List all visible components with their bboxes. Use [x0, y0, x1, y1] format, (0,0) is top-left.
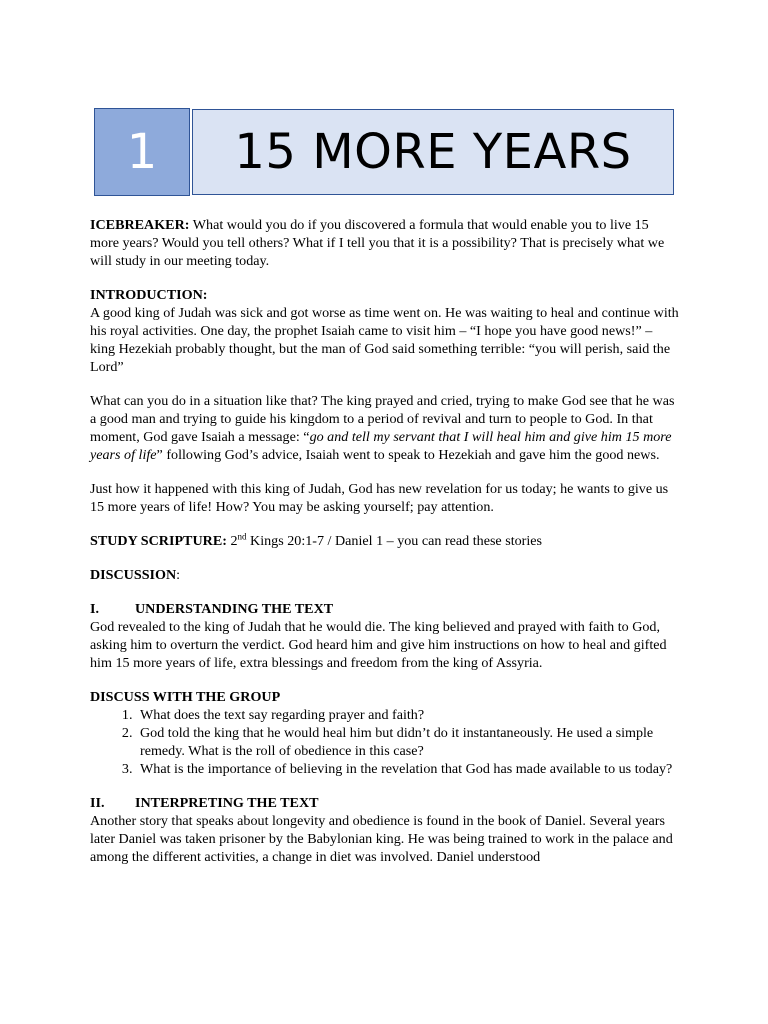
icebreaker-label: ICEBREAKER:	[90, 217, 190, 233]
group-question-list	[90, 706, 680, 778]
group-question: 3. What is the importance of believing in the revelation that God has made available to us today?	[136, 760, 680, 778]
study-scripture-ordinal: nd	[237, 531, 247, 542]
section-1-numeral: I.	[90, 601, 100, 617]
icebreaker-text: What would you do if you discovered a formula that would enable you to live 15 more years? Would you tell others? What if I tell you that it is a possibility? That is precisely what we will study in our meeting today.	[90, 217, 665, 269]
icebreaker-paragraph	[90, 216, 680, 270]
chapter-number-box	[94, 108, 190, 196]
study-scripture-number: 2	[226, 533, 238, 549]
intro-p2-text-after: ” following God’s advice, Isaiah went to speak to Hezekiah and gave him the good news.	[156, 447, 660, 463]
section-2-heading	[90, 794, 680, 812]
section-1-title: UNDERSTANDING THE TEXT	[135, 601, 334, 617]
section-2-title: INTERPRETING THE TEXT	[135, 795, 319, 811]
intro-p2-quote: go and tell my servant that I will heal him and give him 15 more years of life	[90, 429, 672, 463]
chapter-title-box	[192, 109, 674, 195]
chapter-number: 1	[126, 124, 158, 180]
section-1-text: God revealed to the king of Judah that he would die. The king believed and prayed with faith to God, asking him to overturn the verdict. God heard him and give him instructions on how to heal and gifted him 15 more years of life, extra blessings and freedom from the king of Assyria.	[90, 619, 667, 671]
study-scripture-text: Kings 20:1-7 / Daniel 1 – you can read these stories	[246, 533, 543, 549]
introduction-heading: INTRODUCTION:	[90, 287, 208, 303]
chapter-title: 15 MORE YEARS	[234, 124, 632, 180]
discussion-label: DISCUSSION	[90, 567, 177, 583]
introduction-paragraph-1: A good king of Judah was sick and got worse as time went on. He was waiting to heal and continue with his royal activities. One day, the prophet Isaiah came to visit him – “I hope you have good news!” – king Hezekiah probably thought, but the man of God said something terrible: “you will perish, said the Lord”	[90, 305, 679, 375]
discussion-colon: :	[176, 567, 181, 583]
document-body	[90, 216, 680, 866]
section-2-numeral: II.	[90, 795, 105, 811]
introduction-paragraph-3: Just how it happened with this king of Judah, God has new revelation for us today; he wants to give us 15 more years of life! How? You may be asking yourself; pay attention.	[90, 481, 669, 515]
section-1-heading	[90, 600, 680, 618]
discussion-heading	[90, 566, 680, 584]
section-2-text: Another story that speaks about longevity and obedience is found in the book of Daniel. Several years later Daniel was taken prisoner by the Babylonian king. He was being trained to work in the palace and among the different activities, a change in diet was involved. Daniel understood	[90, 813, 673, 865]
group-question: 1. What does the text say regarding prayer and faith?	[136, 706, 680, 724]
study-scripture-label: STUDY SCRIPTURE:	[90, 533, 227, 549]
group-heading: DISCUSS WITH THE GROUP	[90, 689, 281, 705]
chapter-header	[94, 108, 674, 196]
group-question: 2. God told the king that he would heal him but didn’t do it instantaneously. He used a simple remedy. What is the roll of obedience in this case?	[136, 724, 680, 760]
introduction-paragraph-2	[90, 392, 680, 464]
study-scripture	[90, 532, 680, 550]
intro-p2-text-before: What can you do in a situation like that? The king prayed and cried, trying to make God see that he was a good man and trying to guide his kingdom to a period of revival and turn to people to God. In that moment, God gave Isaiah a message: “	[90, 393, 675, 445]
